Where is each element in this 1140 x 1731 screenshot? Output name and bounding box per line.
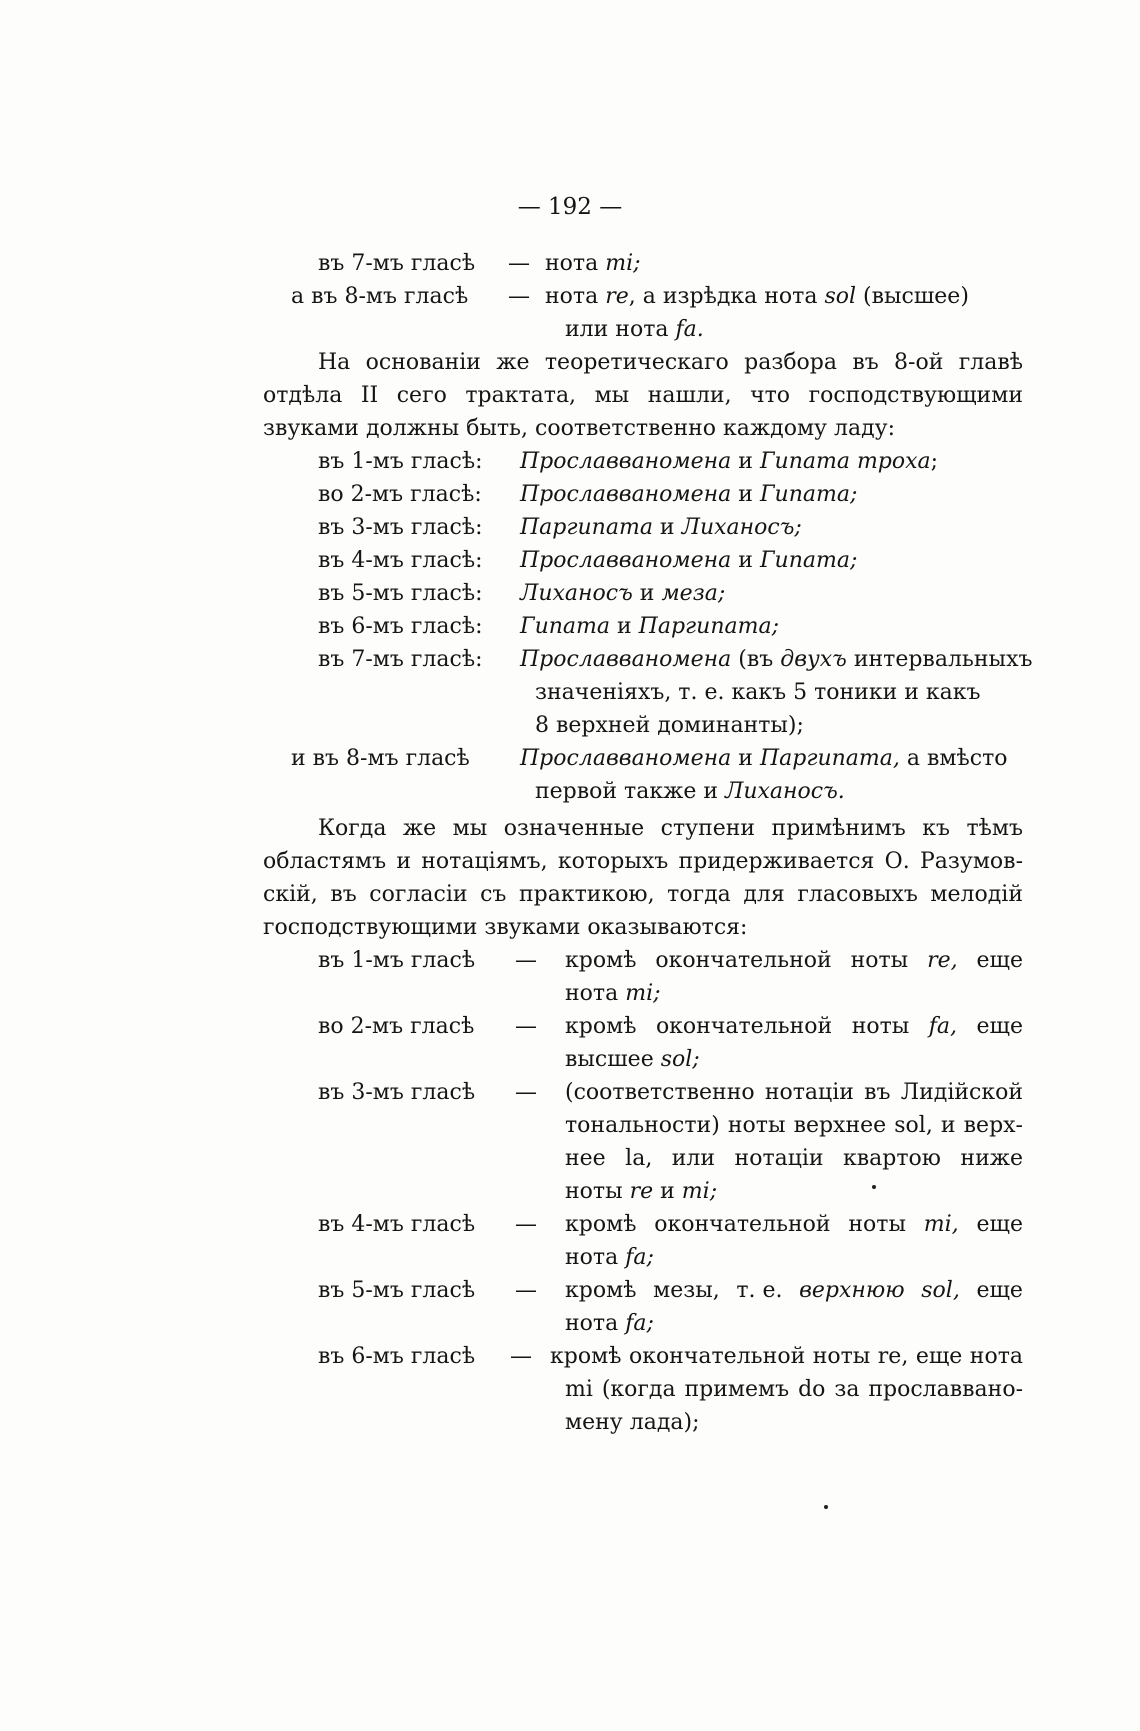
b3-line4-3: ноты re и mi;: [565, 1179, 718, 1204]
b2-text-6: Гипата и Паргипата;: [520, 614, 780, 639]
para2-line-1: Когда же мы означенные ступени примѣнимъ къ тѣмъ: [318, 816, 1023, 841]
b3-line2-1: нота mi;: [565, 981, 661, 1006]
b3-line2-6: mi (когда примемъ do за прославвано-: [565, 1377, 1023, 1402]
b1-label-7: въ 7-мъ гласѣ: [318, 251, 476, 276]
para2-line-2: областямъ и нотаціямъ, которыхъ придерживается О. Разумов-: [263, 849, 1023, 874]
b3-line1-2: кромѣ окончательной ноты fa, еще: [565, 1014, 1023, 1039]
b1-text-8: нота re, а изрѣдка нота sol (высшее): [545, 284, 969, 309]
b2-label-2: во 2-мъ гласѣ:: [318, 482, 482, 507]
b3-line2-5: нота fa;: [565, 1311, 654, 1336]
b3-line1-4: кромѣ окончательной ноты mi, еще: [565, 1212, 1023, 1237]
para2-line-3: скій, въ согласіи съ практикою, тогда для гласовыхъ мелодій: [263, 882, 1023, 907]
b3-line2-2: высшее sol;: [565, 1047, 700, 1072]
b3-label-4: въ 4-мъ гласѣ: [318, 1212, 476, 1237]
b3-dash-3: —: [515, 1080, 537, 1105]
b3-line1-3: (соответственно нотаціи въ Лидійской: [565, 1080, 1023, 1105]
b2-cont-8: первой также и Лиханосъ.: [535, 779, 845, 804]
b2-text-1: Прославваномена и Гипата троха;: [520, 449, 939, 474]
b1-dash-8: —: [508, 284, 530, 309]
b2-text-5: Лиханосъ и меза;: [520, 581, 726, 606]
para2-line-4: господствующими звуками оказываются:: [263, 915, 748, 940]
b1-dash-7: —: [508, 251, 530, 276]
b2-label-3: въ 3-мъ гласѣ:: [318, 515, 483, 540]
b3-label-2: во 2-мъ гласѣ: [318, 1014, 475, 1039]
b3-label-3: въ 3-мъ гласѣ: [318, 1080, 476, 1105]
b3-dash-5: —: [515, 1278, 537, 1303]
b3-dash-2: —: [515, 1014, 537, 1039]
b3-dash-4: —: [515, 1212, 537, 1237]
para1-line-3: звуками должны быть, соответственно каждому ладу:: [263, 416, 895, 441]
b2-cont-7b: 8 верхней доминанты);: [535, 713, 804, 738]
b2-text-7: Прославваномена (въ двухъ интервальныхъ: [520, 647, 1033, 672]
b3-label-6: въ 6-мъ гласѣ: [318, 1344, 476, 1369]
b3-dash-6: —: [510, 1344, 532, 1369]
b1-cont: или нота fa.: [565, 317, 704, 342]
b2-label-1: въ 1-мъ гласѣ:: [318, 449, 483, 474]
b2-label-5: въ 5-мъ гласѣ:: [318, 581, 483, 606]
page-number: — 192 —: [517, 194, 623, 220]
b3-line1-1: кромѣ окончательной ноты re, еще: [565, 948, 1023, 973]
para1-line-1: На основаніи же теоретическаго разбора въ 8-ой главѣ: [318, 350, 1023, 375]
para1-line-2: отдѣла II сего трактата, мы нашли, что господствующими: [263, 383, 1023, 408]
b1-text-7: нота mi;: [545, 251, 641, 276]
b2-text-8: Прославваномена и Паргипата, а вмѣсто: [520, 746, 1008, 771]
b3-line1-6: кромѣ окончательной ноты re, еще нота: [550, 1344, 1023, 1369]
b3-line3-3: нее la, или нотаціи квартою ниже: [565, 1146, 1023, 1171]
b3-label-5: въ 5-мъ гласѣ: [318, 1278, 476, 1303]
b1-label-8: а въ 8-мъ гласѣ: [291, 284, 469, 309]
b3-line2-4: нота fa;: [565, 1245, 654, 1270]
b2-label-4: въ 4-мъ гласѣ:: [318, 548, 483, 573]
b2-cont-7a: значеніяхъ, т. е. какъ 5 тоники и какъ: [535, 680, 981, 705]
b2-label-7: въ 7-мъ гласѣ:: [318, 647, 483, 672]
scan-speck: [824, 1505, 828, 1509]
b2-label-6: въ 6-мъ гласѣ:: [318, 614, 483, 639]
b3-dash-1: —: [515, 948, 537, 973]
scan-speck: [872, 1185, 876, 1189]
b2-text-4: Прославваномена и Гипата;: [520, 548, 858, 573]
b3-line1-5: кромѣ мезы, т. е. верхнюю sol, еще: [565, 1278, 1023, 1303]
b3-line2-3: тональности) ноты верхнее sol, и верх-: [565, 1113, 1023, 1138]
b2-label-8: и въ 8-мъ гласѣ: [291, 746, 470, 771]
b3-label-1: въ 1-мъ гласѣ: [318, 948, 476, 973]
b3-line3-6: мену лада);: [565, 1410, 700, 1435]
b2-text-3: Паргипата и Лиханосъ;: [520, 515, 802, 540]
b2-text-2: Прославваномена и Гипата;: [520, 482, 858, 507]
